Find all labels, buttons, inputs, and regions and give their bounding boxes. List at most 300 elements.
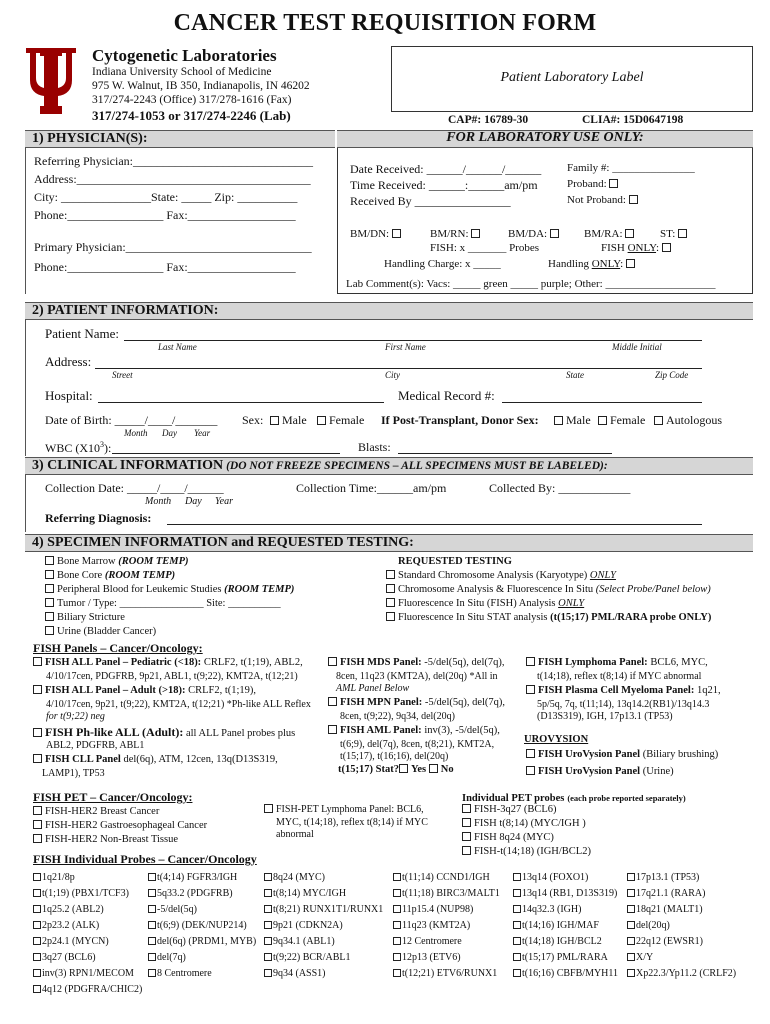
lab-address-line: Indiana University School of Medicine: [92, 66, 272, 78]
probe-label: t(14;18) IGH/BCL2: [522, 936, 602, 947]
proband-checkbox[interactable]: [567, 178, 621, 190]
pet-label: FISH-HER2 Gastroesophageal Cancer: [45, 820, 208, 831]
city-caption: City: [385, 370, 400, 380]
donor-male-checkbox[interactable]: [554, 413, 591, 428]
referring-diagnosis-label: Referring Diagnosis:: [45, 511, 152, 525]
probe-checkbox[interactable]: [513, 952, 608, 963]
probe-checkbox[interactable]: [33, 920, 99, 931]
checkbox-icon: [264, 969, 272, 977]
probe-checkbox[interactable]: [148, 872, 237, 883]
blasts-input[interactable]: [398, 453, 612, 454]
st-label: ST:: [660, 228, 679, 240]
panel-line: ABL2, PDGFRB, ABL1: [46, 740, 145, 751]
probe-checkbox[interactable]: [627, 936, 703, 947]
street-caption: Street: [112, 370, 133, 380]
probe-label: t(16;16) CBFB/MYH11: [522, 968, 619, 979]
fish-pet-her2-breast[interactable]: [33, 806, 159, 817]
panel-line: 4/10/17cen, 9p21, t(9;22), KMT2A, t(12;21) *Ph-like ALL Reflex: [46, 699, 311, 710]
fish-cll-panel[interactable]: [33, 754, 278, 765]
checkbox-icon: [627, 905, 635, 913]
medical-record-label: Medical Record #:: [398, 388, 495, 403]
probe-label: t(15;17) PML/RARA: [522, 952, 608, 963]
requested-extra: ONLY: [589, 570, 616, 581]
fish-aml-panel[interactable]: [328, 725, 500, 736]
probe-checkbox[interactable]: [33, 888, 129, 899]
requested-label: Standard Chromosome Analysis (Karyotype): [398, 570, 590, 581]
patient-label-text: Patient Laboratory Label: [500, 70, 644, 85]
requested-label: Fluorescence In Situ STAT analysis: [398, 612, 551, 623]
probe-checkbox[interactable]: [513, 968, 618, 979]
panel-head: FISH UroVysion Panel: [538, 749, 641, 760]
checkbox-icon: [148, 889, 156, 897]
fish-probes-field[interactable]: [430, 242, 539, 254]
checkbox-icon: [33, 921, 41, 929]
probe-label: 4q12 (PDGFRA/CHIC2): [42, 984, 143, 995]
specimen-urine[interactable]: [45, 626, 156, 637]
post-transplant-label: If Post-Transplant, Donor Sex:: [381, 413, 539, 427]
stat-label: t(15;17) Stat?: [338, 764, 399, 775]
probe-checkbox[interactable]: [393, 952, 461, 963]
referring-diagnosis-input[interactable]: [167, 524, 702, 525]
probe-label: t(8;14) MYC/IGH: [273, 888, 347, 899]
checkbox-icon: [393, 873, 401, 881]
checkbox-icon: [526, 749, 535, 758]
referring-physician-field[interactable]: Referring Physician:______________________________: [34, 154, 313, 168]
handling-only-post: :: [620, 258, 626, 270]
checkbox-icon: [513, 921, 521, 929]
checkbox-icon: [148, 937, 156, 945]
checkbox-icon: [328, 657, 337, 666]
fish-all-adult[interactable]: [33, 685, 256, 696]
physician-city-field[interactable]: City: _______________State: _____ Zip: __________: [34, 190, 298, 204]
sex-male-checkbox[interactable]: [270, 413, 307, 428]
not-proband-label: Not Proband:: [567, 194, 629, 206]
checkbox-icon: [609, 179, 618, 188]
panel-body: inv(3), -5/del(5q),: [424, 725, 500, 736]
bm-da-label: BM/DA:: [508, 228, 550, 240]
checkbox-icon: [264, 937, 272, 945]
probe-label: 8 Centromere: [157, 968, 212, 979]
probe-label: -5/del(5q): [157, 904, 197, 915]
pet-probe-label: FISH-t(14;18) (IGH/BCL2): [474, 846, 591, 857]
sex-female-checkbox[interactable]: [317, 413, 364, 428]
requested-label: Fluorescence In Situ (FISH) Analysis: [398, 598, 559, 609]
panel-body: CRLF2, t(1;19), ABL2,: [203, 657, 303, 668]
time-received-field[interactable]: Time Received: ______:______am/pm: [350, 178, 538, 192]
checkbox-icon: [264, 905, 272, 913]
specimen-bone-core[interactable]: [45, 570, 175, 581]
autologous-checkbox[interactable]: [654, 413, 722, 428]
panel-body: del(6q), ATM, 12cen, 13q(D13S319,: [123, 754, 278, 765]
probe-checkbox[interactable]: [513, 904, 581, 915]
specimen-label: Bone Marrow: [57, 556, 116, 567]
panel-body: (Biliary brushing): [642, 749, 719, 760]
donor-female-checkbox[interactable]: [598, 413, 645, 428]
fish-probes-label: FISH: x _______ Probes: [430, 242, 540, 254]
received-by-field[interactable]: Received By ________________: [350, 194, 511, 208]
checkbox-icon: [627, 953, 635, 961]
checkbox-icon: [554, 416, 563, 425]
pet-lymphoma-line: FISH-PET Lymphoma Panel: BCL6,: [276, 804, 424, 815]
patient-section-title: 2) PATIENT INFORMATION:: [32, 303, 219, 318]
specimen-label: Bone Core: [57, 570, 103, 581]
panel-head: FISH Ph-like ALL (Adult):: [45, 725, 184, 739]
checkbox-icon: [33, 820, 42, 829]
probe-label: 11p15.4 (NUP98): [402, 904, 474, 915]
sex-label: Sex:: [242, 413, 264, 427]
checkbox-icon[interactable]: [429, 764, 438, 773]
specimen-note: (ROOM TEMP): [224, 584, 295, 595]
individual-pet-probe[interactable]: [462, 832, 554, 843]
lab-name: Cytogenetic Laboratories: [92, 46, 277, 65]
bm-dn-label: BM/DN:: [350, 228, 392, 240]
urovysion-title: UROVYSION: [524, 734, 589, 745]
checkbox-icon: [462, 846, 471, 855]
collection-month-caption: Month: [145, 496, 172, 507]
probe-label: 9q34 (ASS1): [273, 968, 326, 979]
checkbox-icon: [45, 612, 54, 621]
probe-label: 17q21.1 (RARA): [636, 888, 706, 899]
checkbox-icon: [393, 905, 401, 913]
pet-label: FISH-HER2 Breast Cancer: [45, 806, 160, 817]
date-received-field[interactable]: Date Received: ______/______/______: [350, 162, 542, 176]
checkbox-icon: [392, 229, 401, 238]
probe-checkbox[interactable]: [513, 936, 602, 947]
specimen-label: Biliary Stricture: [57, 612, 125, 623]
specimen-bone-marrow[interactable]: [45, 556, 189, 567]
panel-head: FISH MDS Panel:: [340, 657, 422, 668]
checkbox-icon: [148, 969, 156, 977]
probe-label: 11q23 (KMT2A): [402, 920, 471, 931]
probe-checkbox[interactable]: [264, 952, 351, 963]
iu-trident-logo-icon: [22, 44, 80, 116]
wbc-label: [45, 440, 111, 456]
panel-line: 4/10/17cen, PDGFRB, 9p21, ABL1, t(9;22), KMT2A, t(12;21): [46, 671, 298, 682]
checkbox-icon: [33, 754, 42, 763]
panel-head: FISH ALL Panel – Adult (>18):: [45, 685, 186, 696]
individual-pet-heading: [462, 790, 686, 805]
fish-pet-title: FISH PET – Cancer/Oncology:: [33, 790, 193, 804]
bm-rn-label: BM/RN:: [430, 228, 472, 240]
panel-head: FISH Plasma Cell Myeloma Panel:: [538, 685, 695, 696]
probe-label: t(1;19) (PBX1/TCF3): [42, 888, 129, 899]
probe-label: 12 Centromere: [402, 936, 462, 947]
probe-checkbox[interactable]: [627, 920, 670, 931]
probe-label: 3q27 (BCL6): [42, 952, 96, 963]
probe-checkbox[interactable]: [513, 920, 599, 931]
probe-checkbox[interactable]: [264, 904, 383, 915]
collection-year-caption: Year: [215, 496, 233, 507]
checkbox-icon: [513, 873, 521, 881]
checkbox-icon: [45, 626, 54, 635]
fish-only-checkbox[interactable]: [601, 242, 674, 254]
patient-name-label: Patient Name:: [45, 326, 120, 341]
probe-checkbox[interactable]: [264, 888, 346, 899]
urovysion-biliary[interactable]: [526, 749, 718, 760]
checkbox-icon: [627, 921, 635, 929]
requested-fish-only[interactable]: [386, 598, 584, 609]
probe-checkbox[interactable]: [627, 968, 736, 979]
handling-charge-field[interactable]: Handling Charge: x _____: [384, 258, 501, 270]
probe-label: t(6;9) (DEK/NUP214): [157, 920, 247, 931]
primary-phone-field[interactable]: Phone:________________ Fax:__________________: [34, 260, 296, 274]
panel-body: (Urine): [642, 766, 674, 777]
checkbox-icon: [471, 229, 480, 238]
patient-address-input[interactable]: [95, 368, 702, 369]
blasts-label: Blasts:: [358, 440, 391, 454]
probe-label: 18q21 (MALT1): [636, 904, 703, 915]
dob-field[interactable]: Date of Birth: _____/____/_______: [45, 413, 218, 427]
fish-plasma-cell-panel[interactable]: [526, 685, 721, 696]
pet-probe-label: FISH 8q24 (MYC): [474, 832, 554, 843]
fish-pet-her2-nonbreast[interactable]: [33, 834, 178, 845]
cap-number: CAP#: 16789-30: [448, 114, 529, 126]
panel-line: 8cen, 11q23 (KMT2A), del(20q) *All in: [336, 671, 498, 682]
panel-head: FISH ALL Panel – Pediatric (<18):: [45, 657, 202, 668]
collection-time-field[interactable]: Collection Time:______am/pm: [296, 481, 447, 495]
left-border: [25, 320, 26, 456]
probe-label: Xp22.3/Yp11.2 (CRLF2): [636, 968, 737, 979]
left-border: [25, 148, 26, 294]
checkbox-icon: [513, 953, 521, 961]
checkbox-icon: [526, 657, 535, 666]
collection-date-field[interactable]: Collection Date: _____/____/______: [45, 481, 224, 495]
panel-line: 5p/5q, 7q, t(11;14), 13q14.2(RB1)/13q14.3: [537, 699, 710, 710]
probe-label: 9p21 (CDKN2A): [273, 920, 343, 931]
probe-checkbox[interactable]: [393, 872, 490, 883]
wbc-input[interactable]: [112, 453, 340, 454]
checkbox-icon: [393, 921, 401, 929]
probe-checkbox[interactable]: [148, 952, 186, 963]
checkbox-icon: [626, 259, 635, 268]
family-number-field[interactable]: Family #: _______________: [567, 162, 695, 174]
checkbox-icon[interactable]: [399, 764, 408, 773]
first-name-caption: First Name: [385, 342, 426, 352]
zip-caption: Zip Code: [655, 370, 689, 380]
specimen-tumor[interactable]: [45, 598, 281, 609]
requested-label: Chromosome Analysis & Fluorescence In Situ: [398, 584, 596, 595]
handling-only-checkbox[interactable]: [548, 258, 638, 270]
requested-testing-title: REQUESTED TESTING: [398, 556, 512, 567]
probe-label: X/Y: [636, 952, 654, 963]
requested-fish-stat[interactable]: [386, 612, 711, 623]
handling-only-label: ONLY: [591, 258, 621, 270]
specimen-biliary[interactable]: [45, 612, 125, 623]
sex-female-label: Female: [329, 413, 365, 427]
probe-checkbox[interactable]: [33, 968, 134, 979]
checkbox-icon: [264, 889, 272, 897]
donor-male-label: Male: [566, 413, 591, 427]
probe-label: t(4;14) FGFR3/IGH: [157, 872, 238, 883]
specimen-note: (ROOM TEMP): [118, 556, 189, 567]
checkbox-icon: [386, 584, 395, 593]
requested-extra: (Select Probe/Panel below): [595, 584, 711, 595]
wbc-post: ):: [104, 441, 112, 455]
panel-head: FISH MPN Panel:: [340, 697, 423, 708]
probe-checkbox[interactable]: [33, 952, 96, 963]
panel-line: for t(9;22) neg: [46, 711, 105, 722]
probe-label: 17p13.1 (TP53): [636, 872, 700, 883]
bm-ra-checkbox[interactable]: [584, 228, 637, 240]
clinical-section-title: 3) CLINICAL INFORMATION: [32, 458, 224, 473]
checkbox-icon: [33, 806, 42, 815]
dob-year-caption: Year: [194, 428, 211, 438]
checkbox-icon: [264, 921, 272, 929]
sex-male-label: Male: [282, 413, 307, 427]
pet-label: FISH-HER2 Non-Breast Tissue: [45, 834, 179, 845]
checkbox-icon: [33, 728, 42, 737]
requested-chromosome-fish[interactable]: [386, 584, 711, 595]
panel-head: FISH UroVysion Panel: [538, 766, 641, 777]
individual-probes-title: FISH Individual Probes – Cancer/Oncology: [33, 852, 257, 866]
probe-checkbox[interactable]: [513, 888, 617, 899]
bm-da-checkbox[interactable]: [508, 228, 562, 240]
panel-line: t(14;18), reflex t(8;14) if MYC abnormal: [537, 671, 702, 682]
probe-checkbox[interactable]: [148, 968, 212, 979]
lab-comments-field[interactable]: Lab Comment(s): Vacs: _____ green _____ purple; Other: ____________________: [346, 278, 716, 290]
checkbox-icon: [328, 725, 337, 734]
clinical-section-note: (DO NOT FREEZE SPECIMENS – ALL SPECIMENS MUST BE LABELED):: [226, 460, 608, 472]
patient-address-label: Address:: [45, 354, 92, 369]
lab-use-title: FOR LABORATORY USE ONLY:: [446, 130, 644, 145]
probe-checkbox[interactable]: [264, 968, 326, 979]
checkbox-icon: [526, 685, 535, 694]
bm-dn-checkbox[interactable]: [350, 228, 404, 240]
physician-phone-field[interactable]: Phone:________________ Fax:__________________: [34, 208, 296, 222]
probe-label: del(7q): [157, 952, 186, 963]
probe-label: 2p24.1 (MYCN): [42, 936, 109, 947]
probe-checkbox[interactable]: [264, 920, 343, 931]
probe-checkbox[interactable]: [627, 872, 699, 883]
checkbox-icon: [270, 416, 279, 425]
checkbox-icon: [550, 229, 559, 238]
probe-label: t(12;21) ETV6/RUNX1: [402, 968, 498, 979]
probe-checkbox[interactable]: [627, 888, 705, 899]
checkbox-icon: [33, 657, 42, 666]
checkbox-icon: [627, 889, 635, 897]
checkbox-icon: [148, 953, 156, 961]
requested-karyotype[interactable]: [386, 570, 616, 581]
stat-yes-label: Yes: [410, 764, 427, 775]
left-border: [25, 475, 26, 532]
checkbox-icon: [328, 697, 337, 706]
collected-by-field[interactable]: Collected By: ____________: [489, 481, 631, 495]
checkbox-icon: [462, 804, 471, 813]
probe-checkbox[interactable]: [33, 872, 75, 883]
individual-pet-probe[interactable]: [462, 818, 586, 829]
checkbox-icon: [33, 969, 41, 977]
patient-name-input[interactable]: [124, 340, 702, 341]
fish-pet-lymphoma[interactable]: [264, 804, 424, 815]
probe-checkbox[interactable]: [148, 888, 233, 899]
probe-label: 13q14 (RB1, D13S319): [522, 888, 618, 899]
probe-label: 14q32.3 (IGH): [522, 904, 582, 915]
pet-lymphoma-line: MYC, t(14;18), reflex t(8;14) if MYC: [276, 817, 428, 828]
lab-phone: 317/274-1053 or 317/274-2246 (Lab): [92, 108, 291, 123]
collection-day-caption: Day: [185, 496, 202, 507]
probe-checkbox[interactable]: [393, 968, 497, 979]
checkbox-icon: [662, 243, 671, 252]
probe-checkbox[interactable]: [148, 920, 247, 931]
probe-checkbox[interactable]: [33, 936, 109, 947]
fish-mpn-panel[interactable]: [328, 697, 505, 708]
panel-head: FISH AML Panel:: [340, 725, 422, 736]
donor-female-label: Female: [610, 413, 646, 427]
panel-body: all ALL Panel probes plus: [185, 728, 296, 739]
checkbox-icon: [625, 229, 634, 238]
checkbox-icon: [317, 416, 326, 425]
wbc-pre: WBC (X10: [45, 441, 100, 455]
probe-checkbox[interactable]: [33, 984, 142, 995]
individual-pet-probe[interactable]: [462, 804, 557, 815]
probe-checkbox[interactable]: [148, 936, 256, 947]
hospital-input[interactable]: [98, 402, 384, 403]
st-checkbox[interactable]: [660, 228, 690, 240]
fish-mds-panel[interactable]: [328, 657, 504, 668]
specimen-label: Peripheral Blood for Leukemic Studies: [57, 584, 222, 595]
checkbox-icon: [264, 804, 273, 813]
fish-pet-her2-gastro[interactable]: [33, 820, 207, 831]
fish-lymphoma-panel[interactable]: [526, 657, 708, 668]
probe-checkbox[interactable]: [264, 936, 335, 947]
checkbox-icon: [393, 953, 401, 961]
probe-checkbox[interactable]: [393, 936, 462, 947]
checkbox-icon: [386, 598, 395, 607]
panel-body: 1q21,: [696, 685, 721, 696]
checkbox-icon: [654, 416, 663, 425]
probe-checkbox[interactable]: [148, 904, 197, 915]
probe-checkbox[interactable]: [264, 872, 325, 883]
checkbox-icon: [627, 969, 635, 977]
not-proband-checkbox[interactable]: [567, 194, 641, 206]
bm-ra-label: BM/RA:: [584, 228, 626, 240]
probe-label: 8q24 (MYC): [273, 872, 325, 883]
probe-checkbox[interactable]: [513, 872, 588, 883]
specimen-label: Urine (Bladder Cancer): [57, 626, 157, 637]
probe-checkbox[interactable]: [33, 904, 104, 915]
specimen-note: (ROOM TEMP): [104, 570, 176, 581]
checkbox-icon: [513, 937, 521, 945]
bm-rn-checkbox[interactable]: [430, 228, 483, 240]
probe-label: t(11;18) BIRC3/MALT1: [402, 888, 500, 899]
checkbox-icon: [513, 969, 521, 977]
checkbox-icon: [148, 873, 156, 881]
panel-line: (D13S319), IGH, 17p13.1 (TP53): [537, 711, 673, 722]
panel-line: AML Panel Below: [336, 683, 410, 694]
specimen-peripheral-blood[interactable]: [45, 584, 294, 595]
probe-checkbox[interactable]: [393, 904, 473, 915]
probe-checkbox[interactable]: [393, 888, 500, 899]
checkbox-icon: [33, 889, 41, 897]
individual-pet-probe[interactable]: [462, 846, 591, 857]
probe-checkbox[interactable]: [627, 904, 703, 915]
probe-checkbox[interactable]: [393, 920, 470, 931]
primary-physician-field[interactable]: Primary Physician:_______________________________: [34, 240, 312, 254]
urovysion-urine[interactable]: [526, 766, 674, 777]
physician-address-field[interactable]: Address:_______________________________________: [34, 172, 311, 186]
clia-number: CLIA#: 15D0647198: [582, 114, 684, 126]
probe-checkbox[interactable]: [627, 952, 653, 963]
checkbox-icon: [462, 818, 471, 827]
proband-label: Proband:: [567, 178, 610, 190]
medical-record-input[interactable]: [502, 402, 702, 403]
panel-body: -5/del(5q), del(7q),: [424, 697, 506, 708]
checkbox-icon: [386, 570, 395, 579]
handling-only-pre: Handling: [548, 258, 592, 270]
fish-all-pediatric[interactable]: [33, 657, 303, 668]
fish-ph-like-all[interactable]: [33, 725, 295, 740]
stat-question: [338, 764, 454, 775]
